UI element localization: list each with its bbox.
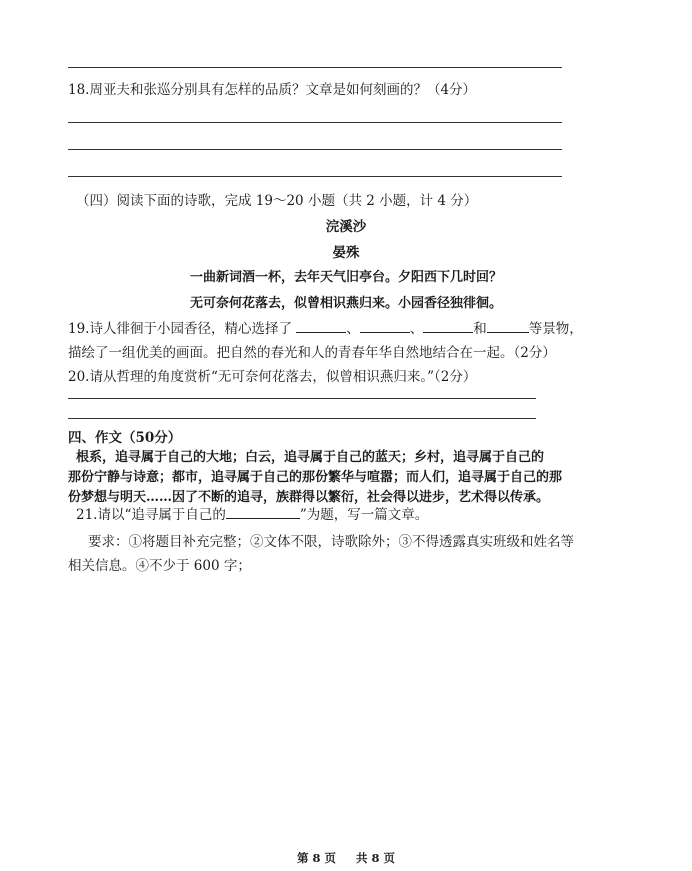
q19-separator: 和 [473,321,487,337]
question-19-line2: 描绘了一组优美的画面。把自然的春光和人的青春年华自然地结合在一起。（2分） [68,345,556,361]
section-heading: （四）阅读下面的诗歌，完成 19～20 小题（共 2 小题，计 4 分） [76,193,478,209]
answer-line [68,122,562,123]
poem-author: 晏殊 [332,245,360,261]
q19-separator: 、 [409,321,424,337]
poem-title: 浣溪沙 [325,219,367,235]
composition-paragraph: 那份宁静与诗意；都市，追寻属于自己的那份繁华与喧嚣；而人们，追寻属于自己的那 [68,470,563,485]
question-18: 18.周亚夫和张巡分别具有怎样的品质？文章是如何刻画的？（4分） [68,82,477,98]
q21-prefix: 21.请以“追寻属于自己的 [76,507,226,523]
requirements: 要求：①将题目补充完整；②文体不限，诗歌除外；③不得透露真实班级和姓名等 [88,534,574,550]
answer-line [68,67,562,68]
q19-suffix: 等景物， [528,321,583,337]
q19-prefix: 19.诗人徘徊于小园香径，精心选择了 [68,321,292,337]
answer-line [68,149,562,150]
poem-line: 一曲新词酒一杯，去年天气旧亭台。夕阳西下几时回？ [189,270,502,285]
question-20: 20.请从哲理的角度赏析“无可奈何花落去，似曾相识燕归来。”（2分） [68,369,477,385]
answer-blank[interactable] [423,318,473,333]
page-total: 共 8 页 [356,851,396,865]
composition-heading: 四、作文（50分） [68,430,182,446]
answer-line [68,398,536,399]
page-number: 第 8 页 [296,851,336,865]
answer-blank[interactable] [487,318,529,333]
q21-suffix: ”为题，写一篇文章。 [299,507,429,523]
answer-blank[interactable] [360,318,410,333]
q19-separator: 、 [346,321,360,337]
question-19 [68,318,583,339]
composition-paragraph: 根系，追寻属于自己的大地；白云，追寻属于自己的蓝天；乡村，追寻属于自己的 [76,450,545,465]
question-21 [76,504,428,525]
answer-blank[interactable] [296,318,346,333]
answer-line [68,176,562,177]
poem-line: 无可奈何花落去，似曾相识燕归来。小园香径独徘徊。 [189,296,502,311]
page-footer [0,850,692,866]
title-blank[interactable] [226,504,300,519]
requirements-cont: 相关信息。④不少于 600 字； [68,558,251,574]
composition-paragraph: 份梦想与明天……因了不断的追寻，族群得以繁衍，社会得以进步，艺术得以传承。 [68,490,550,505]
answer-line [68,418,536,419]
